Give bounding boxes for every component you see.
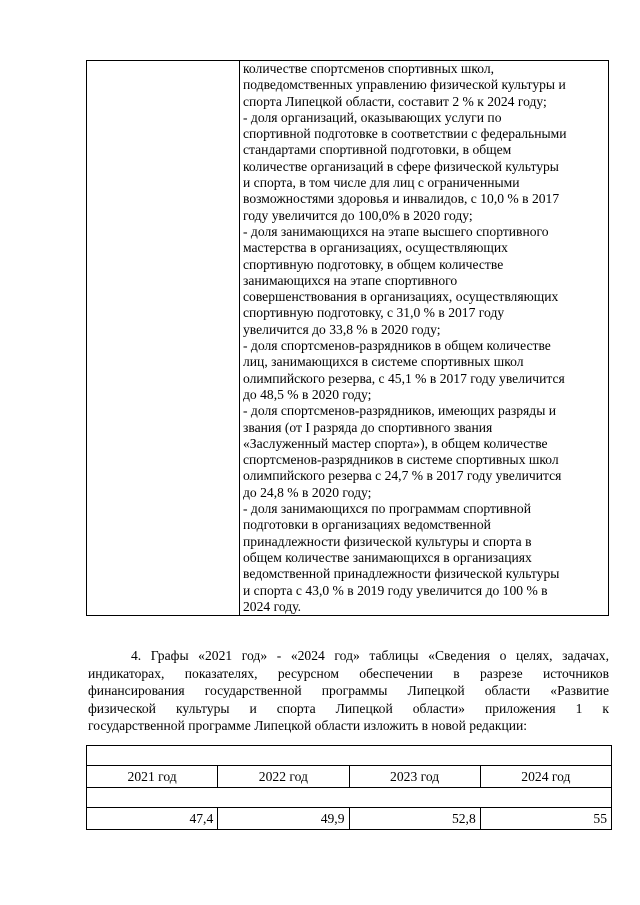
target-line: спортсменов-разрядников в системе спортивных школ — [243, 452, 559, 468]
target-line: увеличится до 33,8 % в 2020 году; — [243, 321, 441, 337]
target-line: и спорта с 43,0 % в 2019 году увеличится до 100 % в — [243, 582, 548, 598]
year-header: 2023 год — [349, 766, 480, 788]
target-line: спортивную подготовку, с 31,0 % в 2017 году — [243, 305, 505, 321]
table-row-empty — [87, 746, 612, 766]
target-line: занимающихся на этапе спортивного — [243, 272, 458, 288]
target-line: лиц, занимающихся в системе спортивных школ — [243, 354, 524, 370]
year-header: 2021 год — [87, 766, 218, 788]
paragraph-line: физической культуры и спорта Липецкой области» приложения 1 к — [88, 700, 609, 716]
target-line: подготовки в организациях ведомственной — [243, 517, 491, 533]
target-line: «Заслуженный мастер спорта»), в общем количестве — [243, 435, 548, 451]
target-line: возможностями здоровья и инвалидов, с 10,0 % в 2017 — [243, 191, 560, 207]
year-value: 55 — [480, 808, 611, 830]
table-cell-left — [87, 61, 240, 616]
paragraph-line: индикаторах, показателях, ресурсном обеспечении в разрезе источников — [88, 665, 609, 681]
paragraph-line: государственной программе Липецкой области изложить в новой редакции: — [88, 718, 528, 733]
target-line: совершенствования в организациях, осуществляющих — [243, 289, 559, 305]
target-line: и спорта, в том числе для лиц с ограниченными — [243, 175, 520, 191]
target-line: ведомственной принадлежности физической культуры — [243, 566, 560, 582]
target-line: - доля спортсменов-разрядников в общем количестве — [243, 338, 551, 354]
target-line: стандартами спортивной подготовки, в общем — [243, 142, 512, 158]
target-line: звания (от I разряда до спортивного звания — [243, 419, 493, 435]
table-cell-empty — [87, 746, 612, 766]
target-line: олимпийского резерва с 24,7 % в 2017 году увеличится — [243, 468, 562, 484]
year-value: 49,9 — [218, 808, 349, 830]
target-line: спорта Липецкой области, составит 2 % к 2024 году; — [243, 93, 547, 109]
target-line: 2024 году. — [243, 598, 301, 614]
table-row-empty — [87, 788, 612, 808]
targets-table — [86, 60, 609, 616]
target-line: - доля занимающихся на этапе высшего спортивного — [243, 223, 549, 239]
target-line: спортивной подготовке в соответствии с федеральными — [243, 126, 567, 142]
target-line: общем количестве занимающихся в организациях — [243, 549, 532, 565]
target-line: - доля спортсменов-разрядников, имеющих разряды и — [243, 403, 557, 419]
target-line: году увеличится до 100,0% в 2020 году; — [243, 207, 473, 223]
target-line: принадлежности физической культуры и спорта в — [243, 533, 532, 549]
table-cell-targets — [240, 61, 609, 616]
year-value: 52,8 — [349, 808, 480, 830]
table-row-values — [87, 808, 612, 830]
target-line: до 48,5 % в 2020 году; — [243, 386, 372, 402]
year-header: 2024 год — [480, 766, 611, 788]
target-line: олимпийского резерва, с 45,1 % в 2017 году увеличится — [243, 370, 565, 386]
year-value: 47,4 — [87, 808, 218, 830]
target-line: - доля занимающихся по программам спортивной — [243, 501, 531, 517]
target-line: количестве организаций в сфере физической культуры — [243, 158, 559, 174]
target-line: подведомственных управлению физической культуры и — [243, 77, 566, 93]
amendment-paragraph — [88, 647, 609, 735]
target-line: до 24,8 % в 2020 году; — [243, 484, 372, 500]
paragraph-line: 4. Графы «2021 год» - «2024 год» таблицы «Сведения о целях, задачах, — [131, 648, 609, 663]
target-line: - доля организаций, оказывающих услуги по — [243, 109, 502, 125]
target-line: количестве спортсменов спортивных школ, — [243, 61, 495, 76]
paragraph-line: финансирования государственной программы Липецкой области «Развитие — [88, 683, 609, 698]
target-line: мастерства в организациях, осуществляющих — [243, 240, 508, 256]
year-header: 2022 год — [218, 766, 349, 788]
target-line: спортивную подготовку, в общем количестве — [243, 256, 504, 272]
table-row-headers — [87, 766, 612, 788]
table-cell-empty — [87, 788, 612, 808]
years-table — [86, 745, 612, 830]
